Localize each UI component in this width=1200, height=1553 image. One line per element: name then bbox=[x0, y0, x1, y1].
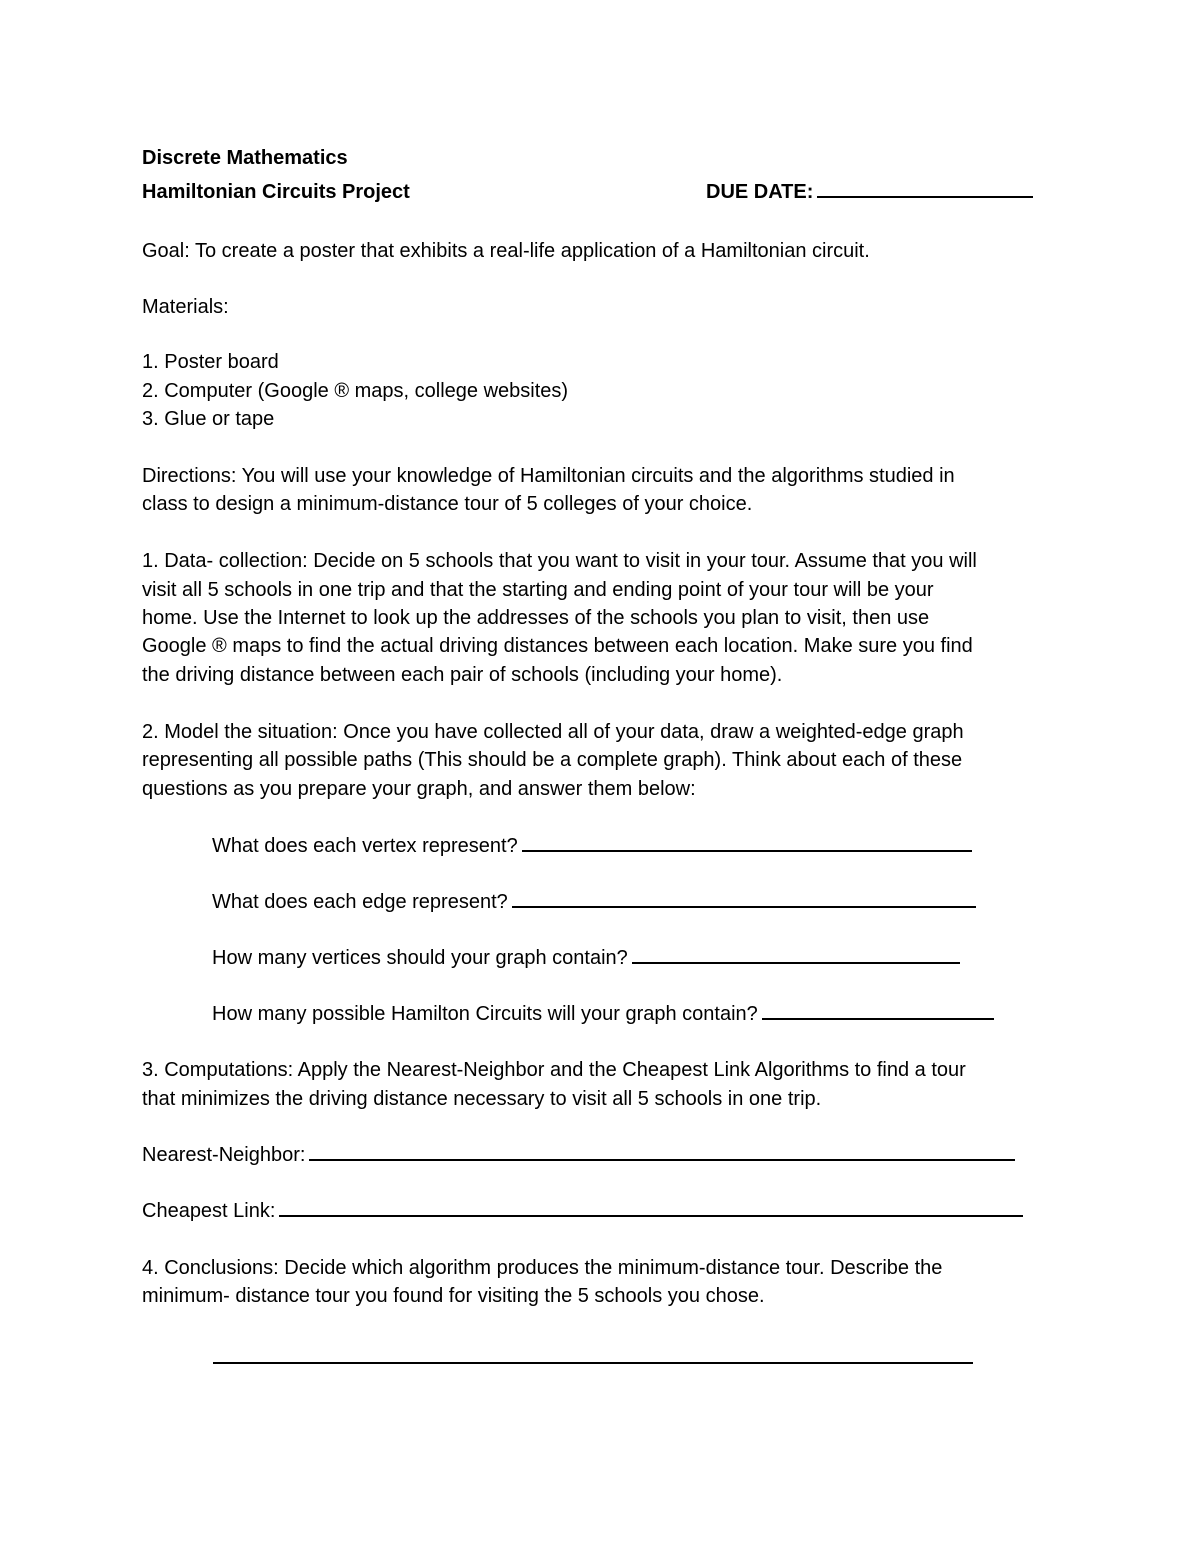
step4-text: minimum- distance tour you found for visiting the 5 schools you chose. bbox=[142, 1285, 765, 1307]
project-title: Hamiltonian Circuits Project bbox=[142, 181, 410, 203]
materials-item: 1. Poster board bbox=[142, 351, 279, 373]
conclusion-answer-line[interactable] bbox=[213, 1362, 973, 1364]
step2-text: questions as you prepare your graph, and answer them below: bbox=[142, 778, 696, 800]
materials-heading: Materials: bbox=[142, 296, 229, 318]
due-date-blank[interactable] bbox=[817, 178, 1033, 198]
step2-text: representing all possible paths (This should be a complete graph). Think about each of these bbox=[142, 749, 963, 771]
step1-text: Google ® maps to find the actual driving distances between each location. Make sure you find bbox=[142, 635, 973, 657]
step1-text: 1. Data- collection: Decide on 5 schools that you want to visit in your tour. Assume that you will bbox=[142, 550, 977, 572]
step3-text: that minimizes the driving distance necessary to visit all 5 schools in one trip. bbox=[142, 1088, 822, 1110]
step1-text: home. Use the Internet to look up the addresses of the schools you plan to visit, then use bbox=[142, 607, 930, 629]
cheapest-link-blank[interactable] bbox=[279, 1197, 1023, 1217]
nearest-neighbor-blank[interactable] bbox=[309, 1141, 1015, 1161]
question-vertex-count: How many vertices should your graph contain? bbox=[212, 944, 960, 972]
directions-text: class to design a minimum-distance tour of 5 colleges of your choice. bbox=[142, 493, 753, 515]
due-date-field[interactable] bbox=[706, 178, 1033, 206]
goal-text: Goal: To create a poster that exhibits a real-life application of a Hamiltonian circuit. bbox=[142, 240, 870, 262]
nearest-neighbor-label: Nearest-Neighbor: bbox=[142, 1144, 306, 1166]
answer-blank-circuit-count[interactable] bbox=[762, 1000, 994, 1020]
answer-blank-vertex[interactable] bbox=[522, 832, 972, 852]
step3-text: 3. Computations: Apply the Nearest-Neighbor and the Cheapest Link Algorithms to find a tour bbox=[142, 1059, 966, 1081]
question-circuit-count: How many possible Hamilton Circuits will your graph contain? bbox=[212, 1000, 994, 1028]
step2-text: 2. Model the situation: Once you have collected all of your data, draw a weighted-edge graph bbox=[142, 721, 964, 743]
cheapest-link-field bbox=[142, 1197, 1023, 1225]
question-vertex: What does each vertex represent? bbox=[212, 832, 972, 860]
answer-blank-vertex-count[interactable] bbox=[632, 944, 960, 964]
due-date-label: DUE DATE: bbox=[706, 181, 814, 203]
materials-item: 2. Computer (Google ® maps, college websites) bbox=[142, 380, 569, 402]
question-edge: What does each edge represent? bbox=[212, 888, 976, 916]
cheapest-link-label: Cheapest Link: bbox=[142, 1200, 276, 1222]
answer-blank-edge[interactable] bbox=[512, 888, 976, 908]
directions-text: Directions: You will use your knowledge of Hamiltonian circuits and the algorithms studied in bbox=[142, 465, 955, 487]
materials-item: 3. Glue or tape bbox=[142, 408, 275, 430]
step1-text: the driving distance between each pair of schools (including your home). bbox=[142, 664, 783, 686]
step4-text: 4. Conclusions: Decide which algorithm produces the minimum-distance tour. Describe the bbox=[142, 1257, 943, 1279]
course-title: Discrete Mathematics bbox=[142, 147, 348, 169]
nearest-neighbor-field bbox=[142, 1141, 1015, 1169]
step1-text: visit all 5 schools in one trip and that the starting and ending point of your tour will be your bbox=[142, 579, 934, 601]
